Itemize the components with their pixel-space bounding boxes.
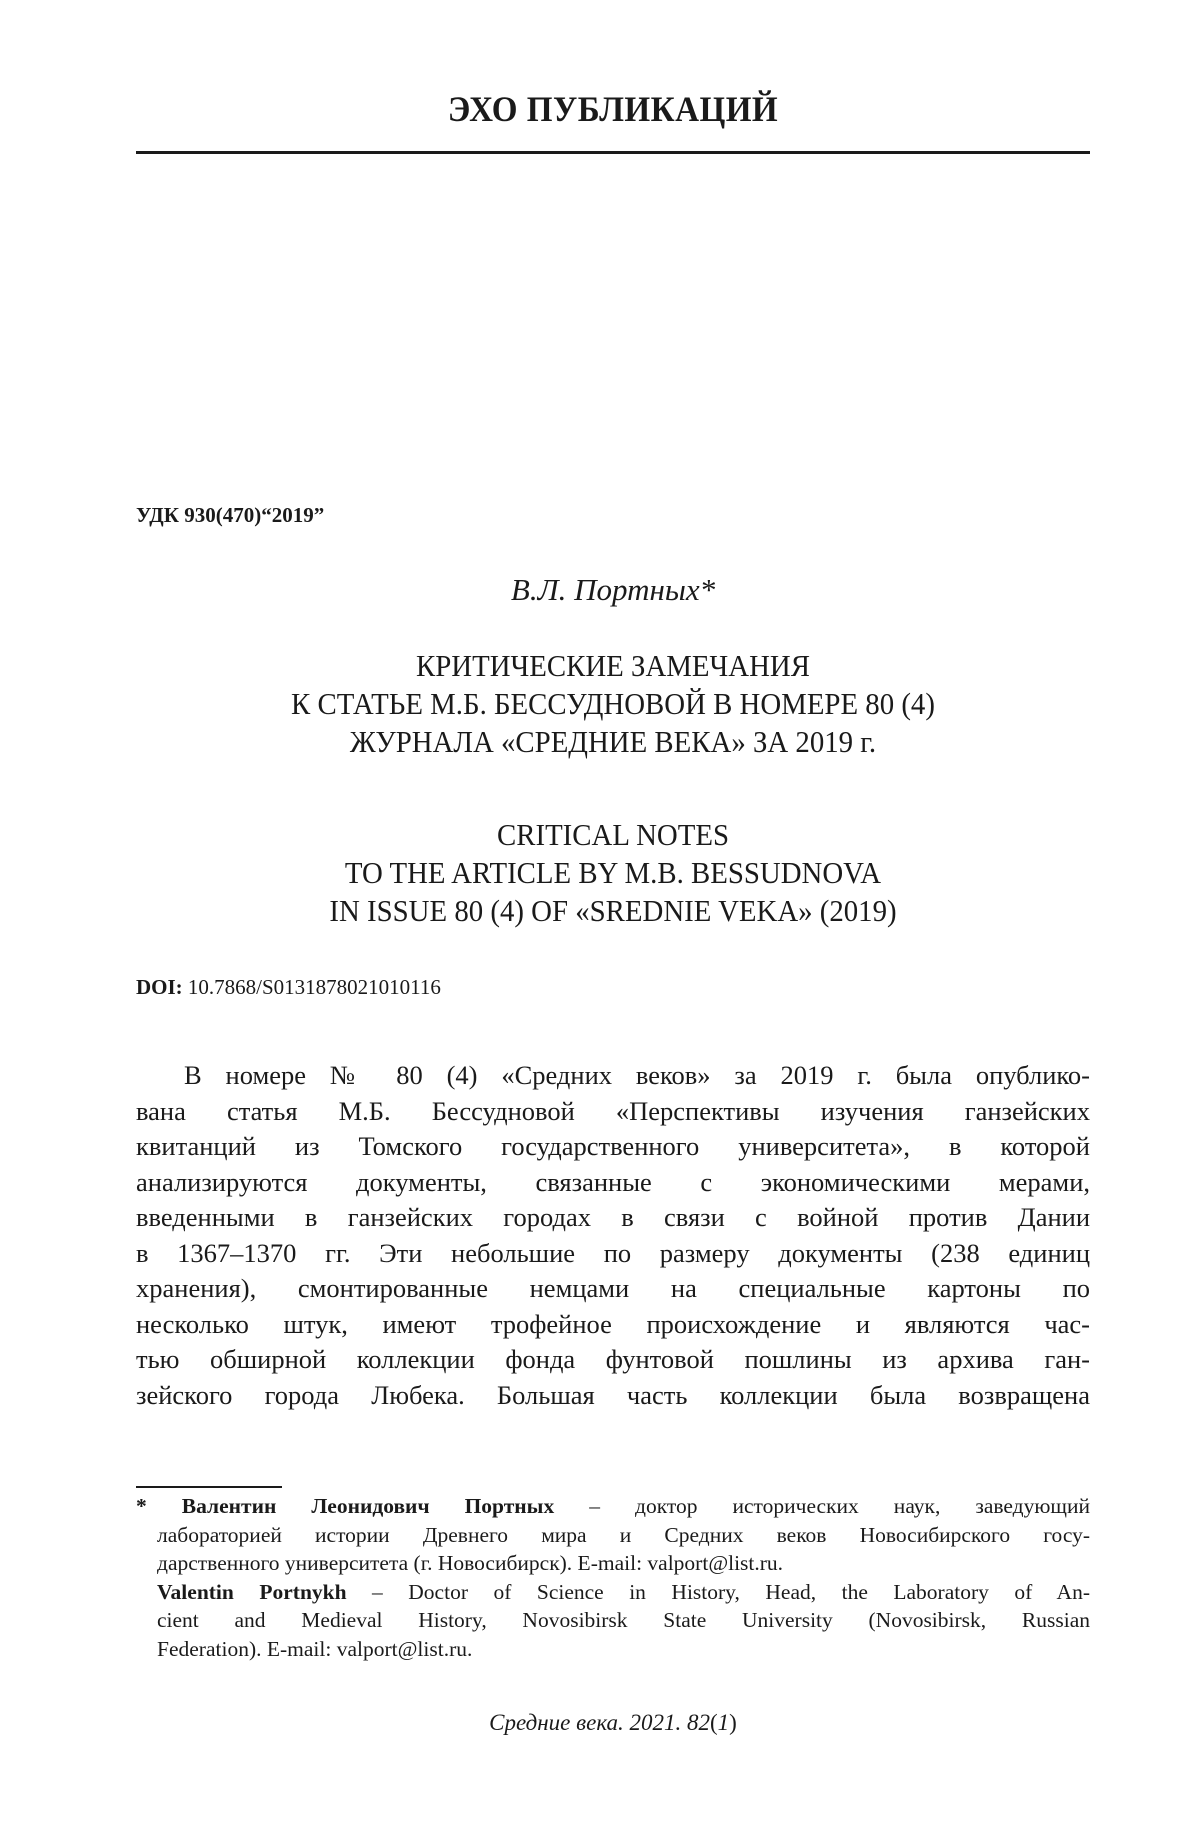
body-paragraph xyxy=(136,1058,1090,1413)
footnote-line xyxy=(136,1578,1090,1607)
footer-paren-open: ( xyxy=(710,1710,718,1735)
body-line: тью обширной коллекции фонда фунтовой пошлины из архива ган- xyxy=(136,1344,1090,1374)
body-line: В номере № 80 (4) «Средних веков» за 2019 г. была опублико- xyxy=(184,1060,1090,1090)
title-ru-line: ЖУРНАЛА «СРЕДНИЕ ВЕКА» ЗА 2019 г. xyxy=(349,724,877,759)
footnote-line: дарственного университета (г. Новосибирск). E-mail: valport@list.ru. xyxy=(157,1551,784,1575)
body-line: в 1367–1370 гг. Эти небольшие по размеру документы (238 единиц xyxy=(136,1237,1090,1268)
footnote-author-en: Valentin Portnykh xyxy=(157,1579,347,1604)
title-en-line: IN ISSUE 80 (4) OF «SREDNIE VEKA» (2019) xyxy=(329,893,897,928)
doi xyxy=(136,975,441,1000)
footnote-line: лабораторией истории Древнего мира и Средних веков Новосибирского госу- xyxy=(157,1522,1090,1547)
footer-journal: Средние века xyxy=(489,1710,618,1735)
title-en-line: TO THE ARTICLE BY M.B. BESSUDNOVA xyxy=(344,855,882,890)
body-line: зейского города Любека. Большая часть коллекции была возвращена xyxy=(136,1379,1090,1410)
section-header: ЭХО ПУБЛИКАЦИЙ xyxy=(447,89,779,129)
footer-volume: 82 xyxy=(687,1710,710,1735)
footnote-line: cient and Medieval History, Novosibirsk State University (Novosibirsk, Russian xyxy=(157,1608,1090,1632)
footnote-text: – Doctor of Science in History, Head, the Laboratory of An- xyxy=(346,1579,1090,1604)
title-ru-line: К СТАТЬЕ М.Б. БЕССУДНОВОЙ В НОМЕРЕ 80 (4) xyxy=(291,686,935,721)
footnote-text: – доктор исторических наук, заведующий xyxy=(554,1494,1090,1518)
footer-separator: . xyxy=(675,1710,687,1735)
footnote-rule xyxy=(136,1486,282,1488)
body-line: хранения), смонтированные немцами на специальные картоны по xyxy=(136,1273,1090,1303)
footer-issue: 1 xyxy=(717,1710,730,1735)
author-name: В.Л. Портных* xyxy=(510,572,716,607)
doi-value[interactable]: 10.7868/S0131878021010116 xyxy=(187,975,441,999)
author-footnote xyxy=(136,1492,1090,1663)
title-russian xyxy=(169,647,1056,761)
title-english xyxy=(169,816,1056,930)
footer-paren-close: ) xyxy=(729,1710,737,1735)
footer-year: 2021 xyxy=(629,1710,676,1735)
title-en-line: CRITICAL NOTES xyxy=(497,817,729,852)
footnote-author-ru: Валентин Леонидович Портных xyxy=(181,1494,555,1518)
running-footer xyxy=(136,1710,1090,1736)
header-rule xyxy=(136,151,1090,154)
udk-code: УДК 930(470)“2019” xyxy=(136,503,325,527)
body-line: вана статья М.Б. Бессудновой «Перспективы изучения ганзейских xyxy=(136,1095,1090,1126)
title-ru-line: КРИТИЧЕСКИЕ ЗАМЕЧАНИЯ xyxy=(416,648,810,683)
doi-label: DOI: xyxy=(136,975,183,999)
footer-separator: . xyxy=(618,1710,630,1735)
footnote-line xyxy=(136,1492,1090,1521)
body-line: анализируются документы, связанные с экономическими мерами, xyxy=(136,1166,1090,1197)
body-line: квитанций из Томского государственного университета», в которой xyxy=(136,1131,1090,1161)
body-line: несколько штук, имеют трофейное происхождение и являются час- xyxy=(136,1308,1090,1339)
body-line: введенными в ганзейских городах в связи с войной против Дании xyxy=(136,1202,1090,1232)
footnote-line: Federation). E-mail: valport@list.ru. xyxy=(157,1636,473,1661)
footnote-marker: * xyxy=(136,1494,147,1518)
